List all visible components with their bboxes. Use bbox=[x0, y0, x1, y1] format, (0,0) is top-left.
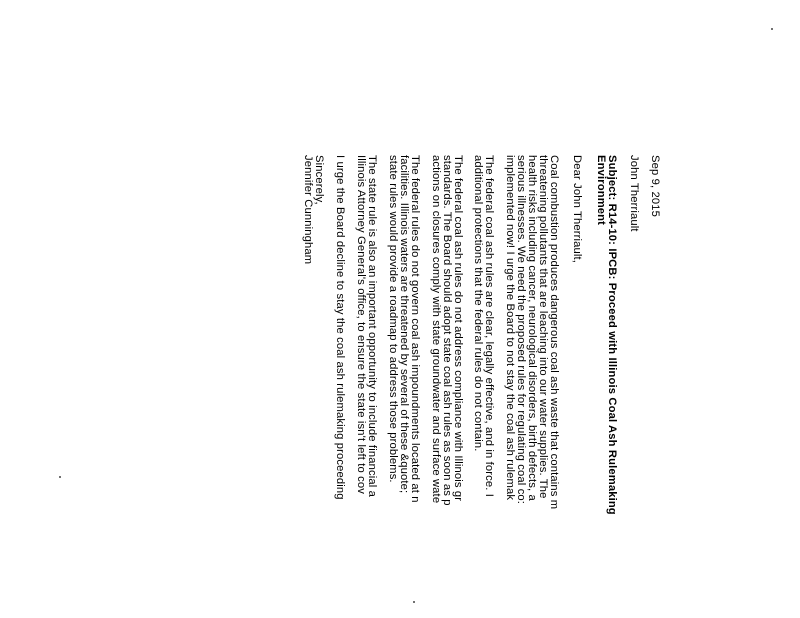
paragraph-1-line-1: Coal combustion produces dangerous coal ash waste that contains m bbox=[548, 155, 560, 510]
scan-speck bbox=[413, 601, 415, 603]
paragraph-1-line-4: serious illnesses. We need the proposed rules for regulating coal co: bbox=[515, 155, 527, 505]
paragraph-3-line-2: standards. The Board should adopt state coal ash rules as soon as p bbox=[441, 155, 453, 506]
letter-subject: Subject: R14-10: IPCB: Proceed with Illinois Coal Ash Rulemaking bbox=[606, 155, 618, 515]
paragraph-5-line-1: The state rule is also an important opportunity to include financial a bbox=[366, 155, 378, 497]
letter-recipient: John Therriault bbox=[628, 155, 640, 232]
rotated-letter bbox=[260, 155, 660, 618]
paragraph-1-line-5: implemented now! I urge the Board to not stay the coal ash rulemak bbox=[504, 155, 516, 501]
paragraph-1-line-2: threatening pollutants that are leaching into our water supplies. The bbox=[537, 155, 549, 499]
paragraph-4-line-2: facilities. Illinois waters are threatened by several of these &quote; bbox=[398, 155, 410, 494]
paragraph-1-line-3: health risks including cancer, neurological disorders, birth defects, a bbox=[526, 155, 538, 501]
paragraph-2-line-2: additional protections that the federal rules do not contain. bbox=[472, 155, 484, 452]
paragraph-4-line-3: state rules would provide a roadmap to address those problems. bbox=[387, 155, 399, 483]
paragraph-6-line-1: I urge the Board decline to stay the coal ash rulemaking proceeding bbox=[334, 155, 346, 500]
paragraph-3-line-3: actions on closures comply with state groundwater and surface wate bbox=[430, 155, 442, 504]
scan-speck bbox=[771, 28, 773, 30]
letter-subject-continued: Environment bbox=[595, 155, 607, 226]
letter-closing: Sincerely, bbox=[313, 155, 325, 205]
paragraph-4-line-1: The federal rules do not govern coal ash impoundments located at n bbox=[409, 155, 421, 503]
letter-date: Sep 9, 2015 bbox=[649, 155, 661, 217]
scan-speck bbox=[59, 476, 61, 478]
paragraph-2-line-1: The federal coal ash rules are clear, legally effective, and in force. I bbox=[483, 155, 495, 498]
letter-salutation: Dear John Therriault, bbox=[571, 155, 583, 264]
paragraph-3-line-1: The federal coal ash rules do not address compliance with Illinois gr bbox=[452, 155, 464, 502]
paragraph-5-line-2: Illinois Attorney General's office, to ensure the state isn't left to cov bbox=[355, 155, 367, 495]
letter-signature: Jennifer Cunningham bbox=[302, 155, 314, 265]
